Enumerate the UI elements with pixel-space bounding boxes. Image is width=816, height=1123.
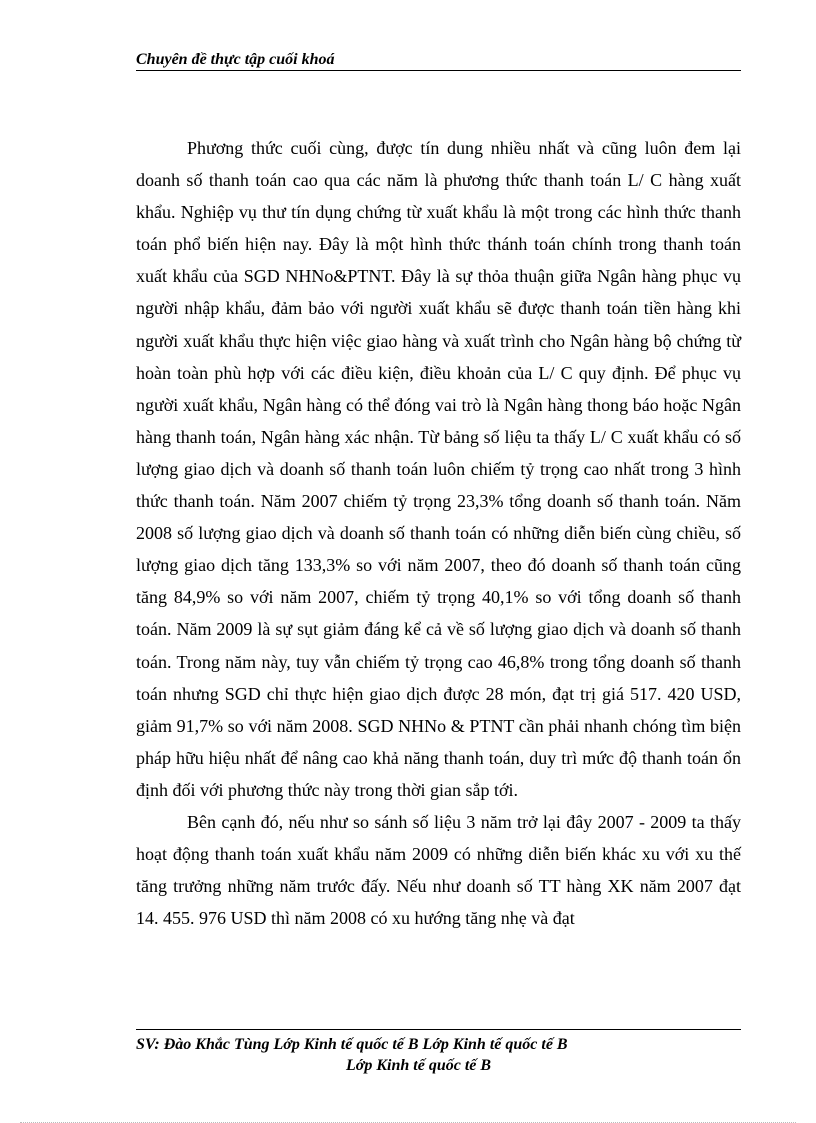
body-paragraph-2: Bên cạnh đó, nếu như so sánh số liệu 3 năm trở lại đây 2007 - 2009 ta thấy hoạt động thanh toán xuất khẩu năm 2009 có những diễn biến khác xu với xu thế tăng trưởng những năm trước đấy. Nếu như doanh số TT hàng XK năm 2007 đạt 14. 455. 976 USD thì năm 2008 có xu hướng tăng nhẹ và đạt <box>136 811 741 929</box>
page-footer <box>136 1034 741 1076</box>
page-header-title: Chuyên đề thực tập cuối khoá <box>136 51 335 68</box>
body-paragraph-1: Phương thức cuối cùng, được tín dung nhiều nhất và cũng luôn đem lại doanh số thanh toán cao qua các năm là phương thức thanh toán L/ C hàng xuất khẩu. Nghiệp vụ thư tín dụng chứng từ xuất khẩu là một trong các hình thức thanh toán phổ biến hiện nay. Đây là một hình thức thánh toán chính trong thanh toán xuất khẩu của SGD NHNo&PTNT. Đây là sự thỏa thuận giữa Ngân hàng phục vụ người nhập khẩu, đảm bảo với người xuất khẩu sẽ được thanh toán tiền hàng khi người xuất khẩu thực hiện việc giao hàng và xuất trình cho Ngân hàng bộ chứng từ hoàn toàn phù hợp với các điều kiện, điều khoản của L/ C quy định. Để phục vụ người xuất khẩu, Ngân hàng có thể đóng vai trò là Ngân hàng thong báo hoặc Ngân hàng thanh toán, Ngân hàng xác nhận. Từ bảng số liệu ta thấy L/ C xuất khẩu có số lượng giao dịch và doanh số thanh toán luôn chiếm tỷ trọng cao nhất trong 3 hình thức thanh toán. Năm 2007 chiếm tỷ trọng 23,3% tổng doanh số thanh toán. Năm 2008 số lượng giao dịch và doanh số thanh toán có những diễn biến cùng chiều, số lượng giao dịch tăng 133,3% so với năm 2007, theo đó doanh số thanh toán cũng tăng 84,9% so với năm 2007, chiếm tỷ trọng 40,1% so với tổng doanh số thanh toán. Năm 2009 là sự sụt giảm đáng kể cả về số lượng giao dịch và doanh số thanh toán. Trong năm này, tuy vẫn chiếm tỷ trọng cao 46,8% trong tổng doanh số thanh toán nhưng SGD chỉ thực hiện giao dịch được 28 món, đạt trị giá 517. 420 USD, giảm 91,7% so với năm 2008. SGD NHNo & PTNT cần phải nhanh chóng tìm biện pháp hữu hiệu nhất để nâng cao khả năng thanh toán, duy trì mức độ thanh toán ổn định đối với phương thức này trong thời gian sắp tới. <box>136 138 741 800</box>
document-body <box>136 132 741 934</box>
footer-divider <box>136 1029 741 1030</box>
header-divider <box>136 70 741 71</box>
footer-line-1: SV: Đào Khắc Tùng Lớp Kinh tế quốc tế B Lớp Kinh tế quốc tế B <box>136 1036 568 1053</box>
footer-line-2: Lớp Kinh tế quốc tế B <box>346 1057 492 1074</box>
